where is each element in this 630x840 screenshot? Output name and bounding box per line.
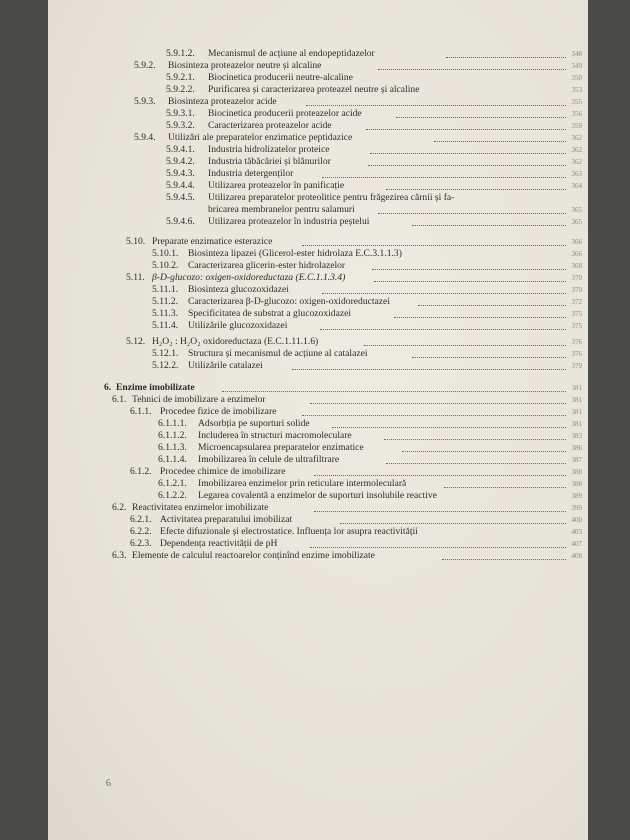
toc-title: Industria detergenților xyxy=(208,168,294,179)
toc-page: 379 xyxy=(571,362,582,370)
toc-title: H₂O₂ : H₂O₂ oxidoreductaza (E.C.1.11.1.6) xyxy=(152,336,319,347)
toc-page: 364 xyxy=(571,182,582,190)
toc-page: 381 xyxy=(571,420,582,428)
toc-number: 5.9.4.1. xyxy=(166,144,195,155)
toc-page: 350 xyxy=(571,74,582,82)
toc-title: Biocinetica producerii proteazelor acide xyxy=(208,108,362,119)
leader-dots xyxy=(378,57,566,70)
toc-title: Imobilizarea în celule de ultrafiltrare xyxy=(198,454,340,465)
toc-page: 362 xyxy=(571,158,582,166)
toc-page: 349 xyxy=(571,62,582,70)
toc-title: bricarea membranelor pentru salamuri xyxy=(208,204,355,215)
toc-number: 5.9.4.4. xyxy=(166,180,195,191)
toc-page: 348 xyxy=(571,50,582,58)
toc-entry xyxy=(48,514,588,526)
toc-number: 6.1.1.4. xyxy=(158,454,187,465)
toc-number: 6.1.2.2. xyxy=(158,490,187,501)
toc-entry xyxy=(48,60,588,72)
toc-title: Purificarea și caracterizarea proteazel neutre și alcaline xyxy=(208,84,420,95)
toc-number: 5.9.3. xyxy=(134,96,156,107)
toc-page: 372 xyxy=(571,298,582,306)
toc-title: Elemente de calculul reactoarelor conținînd enzime imobilizate xyxy=(132,550,375,561)
toc-number: 5.11. xyxy=(126,272,145,283)
toc-number: 6.3. xyxy=(112,550,127,561)
toc-title: Dependența reactivității de pH xyxy=(160,538,278,549)
toc-title: Preparate enzimatice esterazice xyxy=(152,236,273,247)
toc-title: Utilizările glucozoxidazei xyxy=(188,320,288,331)
toc-page: 366 xyxy=(571,250,582,258)
toc-page: 365 xyxy=(571,218,582,226)
toc-title: Tehnici de imobilizare a enzimelor xyxy=(132,394,266,405)
toc-page: 370 xyxy=(571,274,582,282)
toc-page: 365 xyxy=(571,206,582,214)
toc-title: Efecte difuzionale și electrostatice. Influența lor asupra reactivității xyxy=(160,526,418,537)
toc-number: 5.12.2. xyxy=(152,360,179,371)
toc-title: Structura și mecanismul de acțiune al catalazei xyxy=(188,348,368,359)
toc-title: Reactivitatea enzimelor imobilizate xyxy=(132,502,269,513)
toc-number: 5.9.3.2. xyxy=(166,120,195,131)
toc-number: 6.1.2.1. xyxy=(158,478,187,489)
toc-number: 5.9.4.2. xyxy=(166,156,195,167)
toc-page: 388 xyxy=(571,480,582,488)
toc-number: 5.11.4. xyxy=(152,320,179,331)
toc-page: 387 xyxy=(571,456,582,464)
toc-page: 356 xyxy=(571,110,582,118)
toc-title: Biocinetica producerii neutre-alcaline xyxy=(208,72,353,83)
toc-page: 355 xyxy=(571,98,582,106)
toc-entry xyxy=(48,236,588,248)
toc-title: Utilizări ale preparatelor enzimatice peptidazice xyxy=(168,132,353,143)
toc-number: 6.1.1.3. xyxy=(158,442,187,453)
toc-page: 363 xyxy=(571,170,582,178)
toc-number: 5.10.2. xyxy=(152,260,179,271)
leader-dots xyxy=(320,317,566,330)
toc-title: Includerea în structuri macromoleculare xyxy=(198,430,352,441)
toc-page: 376 xyxy=(571,350,582,358)
toc-title: Caracterizarea β-D-glucozo: oxigen-oxidoreductazei xyxy=(188,296,390,307)
toc-number: 5.9.4. xyxy=(134,132,156,143)
leader-dots xyxy=(340,511,566,524)
toc-number: 5.9.4.5. xyxy=(166,192,195,203)
toc-page: 375 xyxy=(571,310,582,318)
toc-number: 5.11.2. xyxy=(152,296,179,307)
toc-page: 383 xyxy=(571,432,582,440)
toc-number: 5.9.3.1. xyxy=(166,108,195,119)
toc-number: 6. xyxy=(104,382,112,393)
toc-title: Caracterizarea proteazelor acide xyxy=(208,120,332,131)
toc-entry xyxy=(48,216,588,228)
toc-number: 6.1.1.1. xyxy=(158,418,187,429)
leader-dots xyxy=(442,547,566,560)
toc-number: 5.11.3. xyxy=(152,308,179,319)
toc-page: 399 xyxy=(571,504,582,512)
toc-number: 5.12. xyxy=(126,336,146,347)
leader-dots xyxy=(292,357,566,370)
toc-title: Procedee chimice de imobilizare xyxy=(160,466,286,477)
toc-title: Biosinteza proteazelor neutre și alcaline xyxy=(168,60,322,71)
leader-dots xyxy=(412,213,566,226)
toc-page: 400 xyxy=(571,516,582,524)
toc-page: 408 xyxy=(571,552,582,560)
toc-entry xyxy=(48,72,588,84)
toc-number: 6.2.1. xyxy=(130,514,152,525)
toc-title: Procedee fizice de imobilizare xyxy=(160,406,277,417)
toc-number: 6.1.2. xyxy=(130,466,152,477)
toc-page: 368 xyxy=(571,262,582,270)
toc-entry xyxy=(48,180,588,192)
toc-number: 6.2.3. xyxy=(130,538,152,549)
toc-page: 362 xyxy=(571,134,582,142)
toc-page: 375 xyxy=(571,322,582,330)
toc-entry xyxy=(48,320,588,332)
leader-dots xyxy=(302,233,566,246)
toc-number: 6.2. xyxy=(112,502,127,513)
toc-entry xyxy=(48,360,588,372)
toc-page: 353 xyxy=(571,86,582,94)
toc-title: Legarea covalentă a enzimelor de suporturi insolubile reactive xyxy=(198,490,437,501)
toc-number: 5.12.1. xyxy=(152,348,179,359)
toc-title: Industria tăbăcăriei și blănurilor xyxy=(208,156,331,167)
toc-page: 407 xyxy=(571,540,582,548)
toc-page: 389 xyxy=(571,492,582,500)
toc-title: Imobilizarea enzimelor prin reticulare intermoleculară xyxy=(198,478,407,489)
toc-page: 359 xyxy=(571,122,582,130)
toc-title: Mecanismul de acțiune al endopeptidazelor xyxy=(208,48,375,59)
toc-page: 366 xyxy=(571,238,582,246)
leader-dots xyxy=(444,475,566,488)
toc-number: 6.1. xyxy=(112,394,127,405)
toc-title: Biosinteza proteazelor acide xyxy=(168,96,277,107)
toc-title: Microencapsularea preparatelor enzimatice xyxy=(198,442,364,453)
toc-title: Adsorbția pe suporturi solide xyxy=(198,418,310,429)
book-page xyxy=(48,0,588,840)
toc-page: 388 xyxy=(571,468,582,476)
toc-entry xyxy=(48,478,588,490)
page-number: 6 xyxy=(105,777,112,790)
toc-title: Utilizarea proteazelor în panificație xyxy=(208,180,345,191)
toc-entry xyxy=(48,550,588,562)
toc-title: Utilizarea proteazelor în industria peștelui xyxy=(208,216,370,227)
toc-title: Utilizările catalazei xyxy=(188,360,263,371)
toc-page: 381 xyxy=(571,384,582,392)
toc-number: 5.9.2.1. xyxy=(166,72,195,83)
toc-number: 5.11.1. xyxy=(152,284,179,295)
toc-number: 6.1.1. xyxy=(130,406,152,417)
toc-number: 5.9.4.6. xyxy=(166,216,195,227)
toc-number: 5.9.1.2. xyxy=(166,48,195,59)
toc-page: 386 xyxy=(571,444,582,452)
leader-dots xyxy=(386,177,566,190)
toc-page: 370 xyxy=(571,286,582,294)
toc-title: Specificitatea de substrat a glucozoxidazei xyxy=(188,308,352,319)
toc-number: 5.9.2. xyxy=(134,60,156,71)
toc-title: Biosinteza lipazei (Glicerol-ester hidrolaza E.C.3.1.1.3) xyxy=(188,248,402,259)
toc-page: 362 xyxy=(571,146,582,154)
toc-number: 5.9.2.2. xyxy=(166,84,195,95)
toc-number: 6.1.1.2. xyxy=(158,430,187,441)
toc-title: Biosinteza glucozoxidazei xyxy=(188,284,289,295)
toc-number: 5.10.1. xyxy=(152,248,179,259)
toc-number: 6.2.2. xyxy=(130,526,152,537)
toc-title: Caracterizarea glicerin-ester hidrolazelor xyxy=(188,260,346,271)
toc-title: Utilizarea preparatelor proteolitice pentru frăgezirea cărnii și fa- xyxy=(208,192,455,203)
toc-title: β-D-glucozo: oxigen-oxidoreductaza (E.C.1.1.3.4) xyxy=(152,272,346,283)
toc-page: 381 xyxy=(571,396,582,404)
toc-title: Enzime imobilizate xyxy=(116,382,195,393)
toc-page: 381 xyxy=(571,408,582,416)
toc-number: 5.10. xyxy=(126,236,146,247)
toc-page: 376 xyxy=(571,338,582,346)
toc-title: Activitatea preparatului imobilizat xyxy=(160,514,293,525)
toc-page: 403 xyxy=(571,528,582,536)
toc-title: Industria hidrolizatelor proteice xyxy=(208,144,330,155)
toc-number: 5.9.4.3. xyxy=(166,168,195,179)
